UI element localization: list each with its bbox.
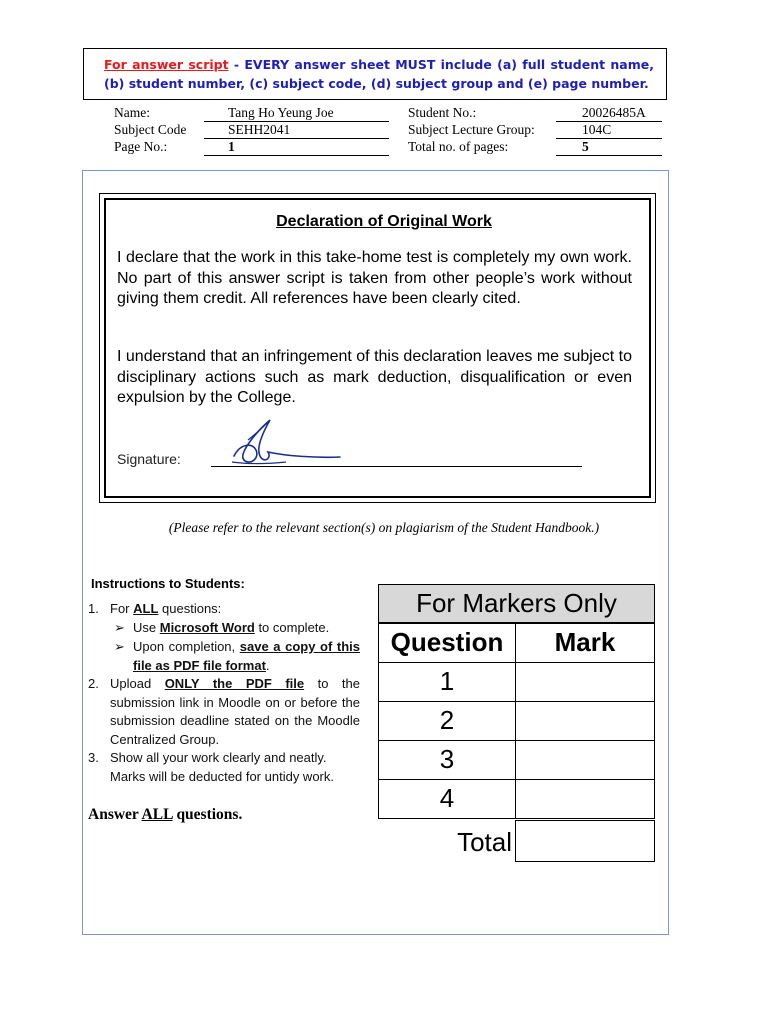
mark-input-cell[interactable] bbox=[515, 662, 655, 702]
student-no-value: 20026485A bbox=[556, 105, 662, 122]
plagiarism-reference-note: (Please refer to the relevant section(s) on plagiarism of the Student Handbook.) bbox=[168, 520, 600, 535]
lecture-group-label: Subject Lecture Group: bbox=[408, 122, 535, 137]
mark-column-header: Mark bbox=[515, 623, 655, 663]
question-number-cell: 2 bbox=[378, 701, 516, 741]
sub-instruction-1-strong: Microsoft Word bbox=[159, 620, 255, 635]
answer-all-heading bbox=[88, 806, 242, 824]
answer-all-pre: Answer bbox=[88, 806, 142, 823]
answer-script-notice bbox=[83, 48, 667, 100]
answer-all-post: questions. bbox=[172, 806, 243, 823]
question-number-cell: 1 bbox=[378, 662, 516, 702]
notice-label: For answer script bbox=[104, 57, 229, 72]
sub-instruction-2-pre: Upon completion, bbox=[133, 639, 240, 654]
total-pages-label: Total no. of pages: bbox=[408, 139, 509, 154]
page-no-value: 1 bbox=[204, 139, 389, 156]
instruction-1-all: ALL bbox=[133, 601, 159, 616]
lecture-group-value: 104C bbox=[556, 122, 662, 139]
notice-text: - EVERY answer sheet MUST include (a) full student name, (b) student number, (c) subject code, (d) subject group and (e) page number. bbox=[104, 57, 654, 91]
instruction-3: Show all your work clearly and neatly. Marks will be deducted for untidy work. bbox=[110, 750, 334, 784]
question-number-cell: 4 bbox=[378, 779, 516, 819]
declaration-paragraph-1: I declare that the work in this take-home test is completely my own work. No part of this answer script is taken from other people’s work without giving them credit. All references have been clearly cited. bbox=[117, 249, 632, 307]
instruction-2-number: 2. bbox=[88, 676, 99, 691]
signature-label: Signature: bbox=[117, 451, 181, 467]
instruction-1-number: 1. bbox=[88, 601, 99, 616]
instruction-1 bbox=[110, 600, 221, 619]
instruction-2-post: to the submission link in Moodle on or before the submission deadline stated on the Moodle Centralized Group. bbox=[110, 676, 360, 747]
question-number-cell: 3 bbox=[378, 740, 516, 780]
sub-instruction-2 bbox=[133, 638, 360, 675]
sub-bullet-1-icon: ➢ bbox=[114, 620, 125, 635]
answer-all-strong: ALL bbox=[141, 806, 173, 823]
name-label: Name: bbox=[114, 105, 150, 120]
instruction-2-pre: Upload bbox=[110, 676, 165, 691]
name-value: Tang Ho Yeung Joe bbox=[204, 105, 389, 122]
sub-instruction-2-post: . bbox=[265, 657, 270, 673]
sub-instruction-2-strong: save a copy of this file as PDF file format bbox=[133, 639, 360, 673]
sub-instruction-1-post: to complete. bbox=[254, 620, 330, 635]
declaration-paragraph-2: I understand that an infringement of this declaration leaves me subject to disciplinary actions such as mark deduction, disqualification or even expulsion by the College. bbox=[117, 348, 632, 406]
subject-code-value: SEHH2041 bbox=[204, 122, 389, 139]
subject-code-label: Subject Code bbox=[114, 122, 187, 137]
instruction-1-post: questions: bbox=[158, 601, 222, 616]
page-no-label: Page No.: bbox=[114, 139, 168, 154]
handwritten-signature bbox=[226, 412, 346, 472]
mark-input-cell[interactable] bbox=[515, 779, 655, 819]
header-rule bbox=[83, 99, 667, 100]
instruction-3-number: 3. bbox=[88, 750, 99, 765]
question-column-header: Question bbox=[378, 623, 516, 663]
student-no-label: Student No.: bbox=[408, 105, 477, 120]
markers-table bbox=[378, 584, 655, 862]
total-pages-value: 5 bbox=[556, 139, 662, 156]
mark-input-cell[interactable] bbox=[515, 740, 655, 780]
instructions-heading: Instructions to Students: bbox=[91, 576, 245, 591]
markers-table-title: For Markers Only bbox=[378, 584, 655, 623]
instruction-1-pre: For bbox=[110, 601, 134, 616]
total-mark-cell[interactable] bbox=[515, 820, 655, 862]
sub-bullet-2-icon: ➢ bbox=[114, 639, 125, 654]
sub-instruction-1-pre: Use bbox=[133, 620, 160, 635]
mark-input-cell[interactable] bbox=[515, 701, 655, 741]
sub-instruction-1 bbox=[133, 619, 329, 638]
declaration-title: Declaration of Original Work bbox=[276, 213, 492, 230]
instruction-2 bbox=[110, 675, 360, 749]
total-label: Total bbox=[457, 827, 512, 857]
instruction-2-strong: ONLY the PDF file bbox=[164, 676, 305, 691]
